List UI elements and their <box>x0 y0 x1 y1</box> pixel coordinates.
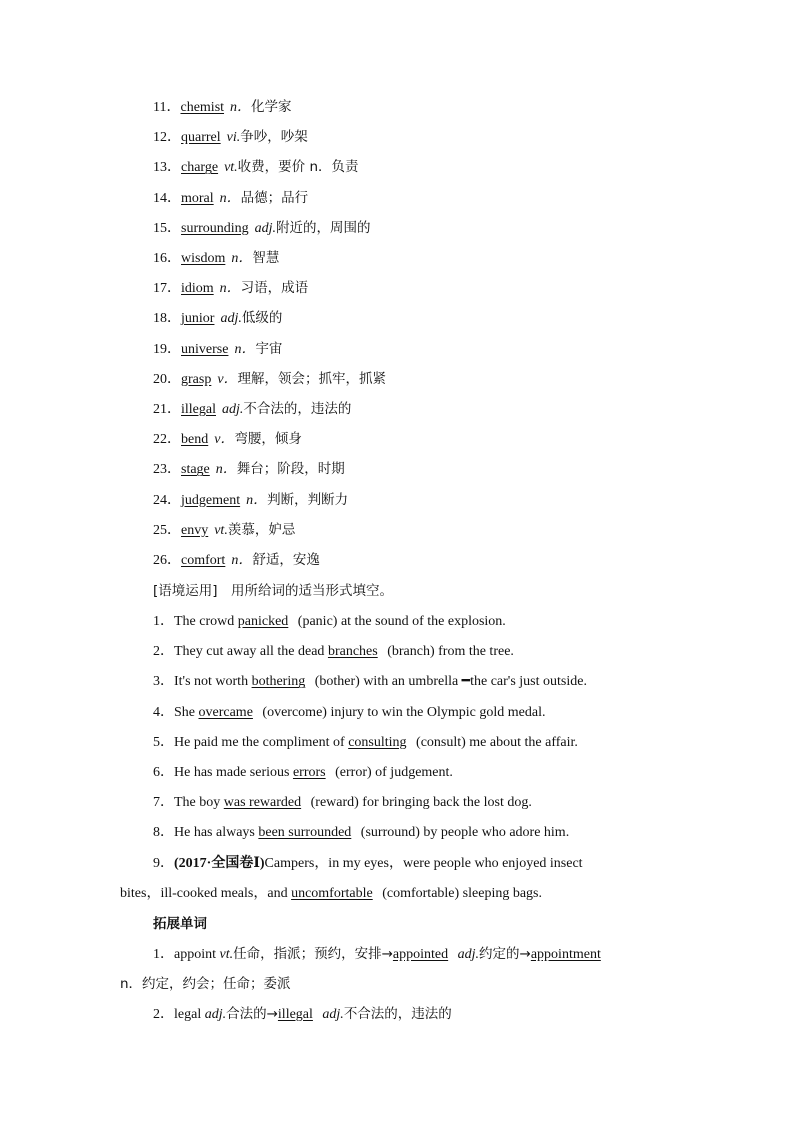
vocab-word: universe <box>181 341 229 357</box>
vocab-meaning: 弯腰，倾身 <box>234 431 302 448</box>
sentence-answer: consulting <box>348 734 407 750</box>
vocab-number: 17． <box>153 281 181 297</box>
vocab-number: 23． <box>153 462 181 478</box>
expand-item-1-line1 <box>153 939 607 970</box>
question-9-line1 <box>153 849 583 879</box>
sentence-number: 8． <box>153 825 174 841</box>
expand-2-word: legal <box>174 1007 202 1022</box>
vocab-number: 11． <box>153 100 181 115</box>
expand-2-meaning2: 不合法的，违法的 <box>343 1006 452 1022</box>
vocab-pos: n． <box>246 492 268 508</box>
sentence-number: 1． <box>153 614 174 629</box>
vocab-meaning: 品德；品行 <box>240 189 309 206</box>
sentence-text-before: He paid me the compliment of <box>174 734 349 750</box>
vocab-number: 20． <box>153 371 181 387</box>
vocab-pos: vt. <box>214 522 228 538</box>
vocab-word: quarrel <box>181 130 221 146</box>
sentence-answer: was rewarded <box>223 795 302 811</box>
vocab-word: judgement <box>181 492 241 508</box>
vocab-number: 18． <box>153 311 181 327</box>
sentence-item <box>153 607 506 637</box>
expand-1-meaning1: 任命，指派；预约，安排→ <box>233 946 393 962</box>
sentence-text-after: (reward) for bringing back the lost dog. <box>307 795 532 811</box>
sentence-answer: errors <box>292 765 326 780</box>
sentence-item <box>153 788 532 818</box>
vocab-word: junior <box>181 311 215 327</box>
vocab-word: wisdom <box>181 251 226 266</box>
expand-heading: 拓展单词 <box>153 916 207 932</box>
vocab-meaning: 理解，领会；抓牢，抓紧 <box>237 370 387 387</box>
vocab-word: comfort <box>181 553 226 568</box>
q9-number: 9． <box>153 856 174 871</box>
sentence-text-after: (surround) by people who adore him. <box>357 825 570 841</box>
vocab-item <box>153 152 359 183</box>
sentence-number: 2． <box>153 644 174 660</box>
vocab-pos: adj. <box>220 311 242 327</box>
expand-1-answer1: appointed <box>392 947 449 962</box>
vocab-pos: n． <box>215 462 237 478</box>
expand-item-1-line2 <box>120 969 291 1000</box>
vocab-item <box>153 515 295 546</box>
vocab-word: envy <box>181 522 209 538</box>
vocab-number: 14． <box>153 190 181 206</box>
vocab-number: 22． <box>153 432 181 448</box>
vocab-pos: adj. <box>222 402 244 417</box>
expand-1-line2-text: n．约定，约会；任命；委派 <box>120 976 291 992</box>
vocab-number: 13． <box>153 160 181 176</box>
sentence-text-before: They cut away all the dead <box>174 644 328 660</box>
vocab-item <box>153 243 279 274</box>
sentence-item <box>153 667 587 697</box>
vocab-pos: adj. <box>254 220 277 236</box>
sentence-item <box>153 818 569 848</box>
vocab-item <box>153 92 292 123</box>
sentence-text-after: (error) of judgement. <box>331 765 453 780</box>
vocab-item <box>153 364 386 395</box>
vocab-word: surrounding <box>181 220 249 236</box>
vocab-item <box>153 303 282 334</box>
expand-1-number: 1． <box>153 947 174 962</box>
vocab-meaning: 不合法的，违法的 <box>243 401 352 417</box>
sentence-text-after: (overcome) injury to win the Olympic gold medal. <box>258 704 546 720</box>
vocab-item <box>153 122 308 153</box>
vocab-pos: n． <box>219 190 241 206</box>
vocab-number: 19． <box>153 341 181 357</box>
expand-2-meaning1: 合法的→ <box>226 1006 278 1022</box>
vocab-word: illegal <box>181 402 216 417</box>
expand-1-pos2: adj. <box>457 947 480 962</box>
vocab-pos: vt. <box>224 160 238 176</box>
expand-1-pos1: vt. <box>219 947 234 962</box>
q9-answer: uncomfortable <box>291 886 373 901</box>
vocab-pos: v． <box>214 432 235 448</box>
vocab-item <box>153 213 371 244</box>
vocab-pos: n． <box>219 281 241 297</box>
sentence-answer: branches <box>327 644 378 660</box>
vocab-word: idiom <box>181 281 214 297</box>
sentence-answer: panicked <box>237 614 289 629</box>
q9-text: Campers，in my eyes，were people who enjoyed insect <box>264 856 583 871</box>
vocab-meaning: 羡慕，妒忌 <box>227 521 296 538</box>
vocab-number: 21． <box>153 402 181 417</box>
expand-2-pos2: adj. <box>322 1007 344 1022</box>
sentence-item <box>153 758 453 788</box>
vocab-meaning: 舒适，安逸 <box>252 552 320 568</box>
vocab-item <box>153 454 345 485</box>
expand-1-answer2: appointment <box>530 947 601 962</box>
vocab-pos: n． <box>231 553 253 568</box>
sentence-number: 4． <box>153 704 174 720</box>
vocab-number: 12． <box>153 130 181 146</box>
sentence-number: 6． <box>153 765 174 780</box>
sentence-text-before: He has always <box>174 825 259 841</box>
vocab-item <box>153 424 302 455</box>
vocab-meaning: 判断，判断力 <box>267 491 349 508</box>
sentence-number: 5． <box>153 734 174 750</box>
sentence-text-after: (panic) at the sound of the explosion. <box>294 614 506 629</box>
expand-2-answer1: illegal <box>277 1007 313 1022</box>
vocab-meaning: 争吵，吵架 <box>240 129 308 146</box>
sentence-text-after: (branch) from the tree. <box>383 644 514 660</box>
vocab-item <box>153 273 308 304</box>
vocab-number: 24． <box>153 492 181 508</box>
vocab-meaning: 附近的，周围的 <box>276 219 371 236</box>
sentence-text-before: It's not worth <box>174 674 252 690</box>
vocab-number: 25． <box>153 522 181 538</box>
sentence-number: 7． <box>153 795 174 811</box>
expand-1-meaning2: 约定的→ <box>479 946 531 962</box>
vocab-number: 15． <box>153 220 181 236</box>
sentence-text-before: He has made serious <box>174 765 293 780</box>
vocab-word: bend <box>181 432 209 448</box>
sentence-item <box>153 637 514 667</box>
sentence-text-before: She <box>174 704 199 720</box>
vocab-meaning: 习语，成语 <box>240 280 309 297</box>
vocab-pos: n． <box>230 100 252 115</box>
vocab-item <box>153 545 320 576</box>
vocab-item <box>153 334 282 365</box>
vocab-word: chemist <box>180 100 225 115</box>
question-9-line2 <box>120 879 542 909</box>
vocab-meaning: 化学家 <box>251 99 292 115</box>
vocab-meaning: 舞台；阶段，时期 <box>236 461 345 478</box>
vocab-item <box>153 183 308 214</box>
vocab-pos: vi. <box>226 130 241 146</box>
expand-2-pos1: adj. <box>204 1007 227 1022</box>
vocab-item <box>153 394 351 425</box>
sentence-text-after: (bother) with an umbrella ━the car's just outside. <box>311 674 587 690</box>
vocab-item <box>153 485 348 516</box>
vocab-pos: n． <box>234 341 256 357</box>
sentence-text-before: The crowd <box>174 614 238 629</box>
expand-item-2 <box>153 999 452 1030</box>
vocab-word: moral <box>181 190 214 206</box>
vocab-word: charge <box>181 160 219 176</box>
vocab-meaning: 低级的 <box>241 310 283 327</box>
context-heading: [语境运用] 用所给词的适当形式填空。 <box>153 583 394 599</box>
vocab-meaning: 宇宙 <box>255 340 283 357</box>
expand-2-number: 2． <box>153 1007 174 1022</box>
vocab-pos: n． <box>231 251 253 266</box>
vocab-number: 16． <box>153 251 181 266</box>
sentence-number: 3． <box>153 674 174 690</box>
sentence-text-before: The boy <box>174 795 224 811</box>
vocab-number: 26． <box>153 553 181 568</box>
q9-source: (2017·全国卷Ⅰ) <box>174 856 265 871</box>
vocab-meaning: 收费，要价 n．负责 <box>237 159 359 176</box>
sentence-text-after: (consult) me about the affair. <box>412 734 578 750</box>
q9-text-after: (comfortable) sleeping bags. <box>378 886 542 901</box>
sentence-item <box>153 698 545 728</box>
sentence-item <box>153 728 578 758</box>
expand-1-word: appoint <box>174 947 216 962</box>
q9-text-before: bites，ill-cooked meals，and <box>120 886 292 901</box>
vocab-pos: v． <box>217 371 238 387</box>
vocab-word: grasp <box>181 371 212 387</box>
vocab-word: stage <box>181 462 210 478</box>
sentence-answer: been surrounded <box>258 825 352 841</box>
sentence-answer: overcame <box>198 704 253 720</box>
vocab-meaning: 智慧 <box>252 250 280 266</box>
sentence-answer: bothering <box>251 674 306 690</box>
